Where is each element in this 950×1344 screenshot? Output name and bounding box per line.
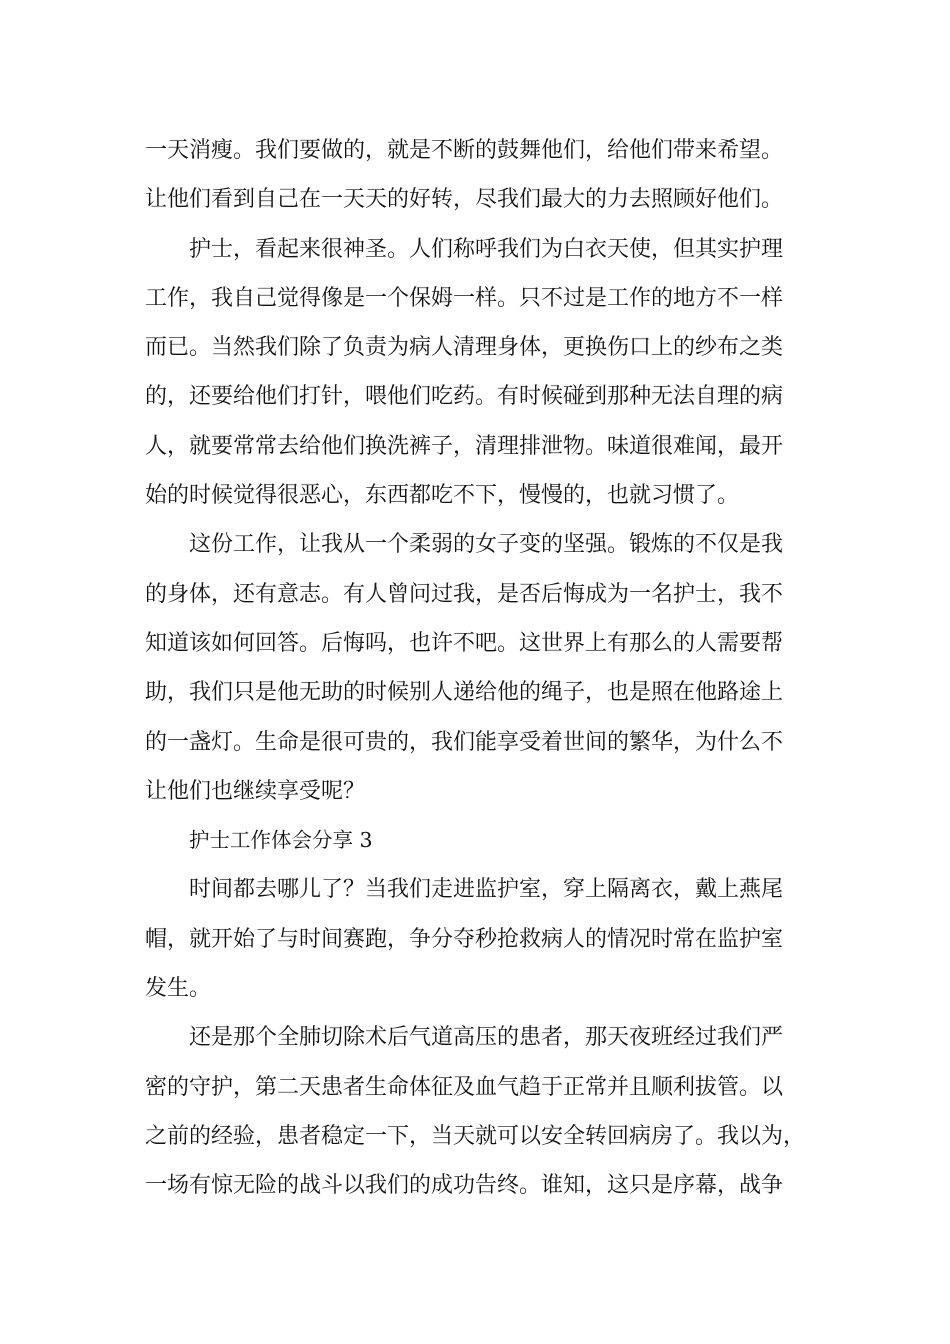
text-line: 的一盏灯。生命是很可贵的，我们能享受着世间的繁华，为什么不	[145, 729, 784, 755]
text-line: 的身体，还有意志。有人曾问过我，是否后悔成为一名护士，我不	[145, 581, 784, 607]
paragraph-first-line: 还是那个全肺切除术后气道高压的患者，那天夜班经过我们严	[189, 1025, 784, 1051]
text-line: 始的时候觉得很恶心，东西都吃不下，慢慢的，也就习惯了。	[145, 483, 740, 509]
text-line: 让他们看到自己在一天天的好转，尽我们最大的力去照顾好他们。	[145, 187, 784, 213]
text-line: 一天消瘦。我们要做的，就是不断的鼓舞他们，给他们带来希望。	[145, 138, 784, 163]
paragraph-first-line: 时间都去哪儿了？当我们走进监护室，穿上隔离衣，戴上燕尾	[189, 877, 784, 903]
text-line: 帽，就开始了与时间赛跑，争分夺秒抢救病人的情况时常在监护室	[145, 926, 784, 952]
text-line: 密的守护，第二天患者生命体征及血气趋于正常并且顺利拔管。以	[145, 1074, 784, 1100]
text-line: 一场有惊无险的战斗以我们的成功告终。谁知，这只是序幕，战争	[145, 1173, 784, 1199]
text-line: 工作，我自己觉得像是一个保姆一样。只不过是工作的地方不一样	[145, 285, 784, 311]
text-line: 之前的经验，患者稳定一下，当天就可以安全转回病房了。我以为，	[145, 1123, 806, 1149]
text-line: 的，还要给他们打针，喂他们吃药。有时候碰到那种无法自理的病	[145, 384, 784, 410]
document-body	[145, 126, 810, 1211]
text-line: 人，就要常常去给他们换洗裤子，清理排泄物。味道很难闻，最开	[145, 433, 784, 459]
text-line: 让他们也继续享受呢？	[145, 778, 366, 804]
text-line: 知道该如何回答。后悔吗，也许不吧。这世界上有那么的人需要帮	[145, 630, 784, 656]
paragraph-first-line: 这份工作，让我从一个柔弱的女子变的坚强。锻炼的不仅是我	[189, 532, 784, 558]
paragraph-first-line: 护士，看起来很神圣。人们称呼我们为白衣天使，但其实护理	[189, 236, 784, 262]
text-line: 而已。当然我们除了负责为病人清理身体，更换伤口上的纱布之类	[145, 335, 784, 361]
text-line: 助，我们只是他无助的时候别人递给他的绳子，也是照在他路途上	[145, 680, 784, 706]
section-heading: 护士工作体会分享 3	[189, 828, 373, 853]
text-line: 发生。	[145, 976, 212, 1002]
